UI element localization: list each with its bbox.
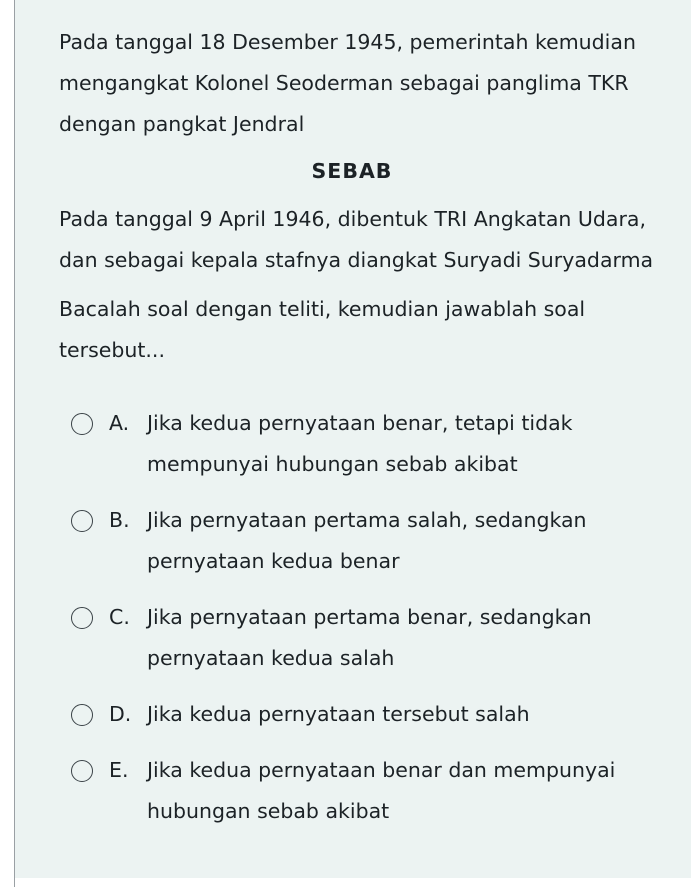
option-letter: B. (109, 508, 130, 532)
page-bottom-margin (15, 878, 691, 887)
option-letter: C. (109, 605, 130, 629)
option-text: Jika pernyataan pertama benar, sedangkan pernyataan kedua salah (147, 605, 592, 670)
radio-icon[interactable] (71, 413, 93, 435)
question-content (59, 22, 659, 847)
instruction-text: Bacalah soal dengan teliti, kemudian jawablah soal tersebut... (59, 297, 586, 362)
statement-2: Pada tanggal 9 April 1946, dibentuk TRI Angkatan Udara, dan sebagai kepala stafnya diangkat Suryadi Suryadarma (59, 207, 654, 272)
radio-icon[interactable] (71, 760, 93, 782)
radio-icon[interactable] (71, 510, 93, 532)
option-a[interactable] (59, 403, 659, 485)
connector-label: SEBAB (311, 159, 393, 183)
option-letter: A. (109, 411, 130, 435)
option-text: Jika kedua pernyataan tersebut salah (147, 702, 530, 726)
option-text: Jika kedua pernyataan benar dan mempunyai hubungan sebab akibat (147, 758, 616, 823)
option-text: Jika kedua pernyataan benar, tetapi tidak mempunyai hubungan sebab akibat (147, 411, 573, 476)
option-letter: E. (109, 758, 129, 782)
option-b[interactable] (59, 500, 659, 582)
answer-options (59, 403, 659, 832)
option-text: Jika pernyataan pertama salah, sedangkan pernyataan kedua benar (147, 508, 587, 573)
option-c[interactable] (59, 597, 659, 679)
radio-icon[interactable] (71, 704, 93, 726)
radio-icon[interactable] (71, 607, 93, 629)
option-e[interactable] (59, 750, 659, 832)
statement-1: Pada tanggal 18 Desember 1945, pemerintah kemudian mengangkat Kolonel Seoderman sebagai panglima TKR dengan pangkat Jendral (59, 30, 636, 136)
option-letter: D. (109, 702, 132, 726)
page-margin (0, 0, 14, 887)
option-d[interactable] (59, 694, 659, 735)
